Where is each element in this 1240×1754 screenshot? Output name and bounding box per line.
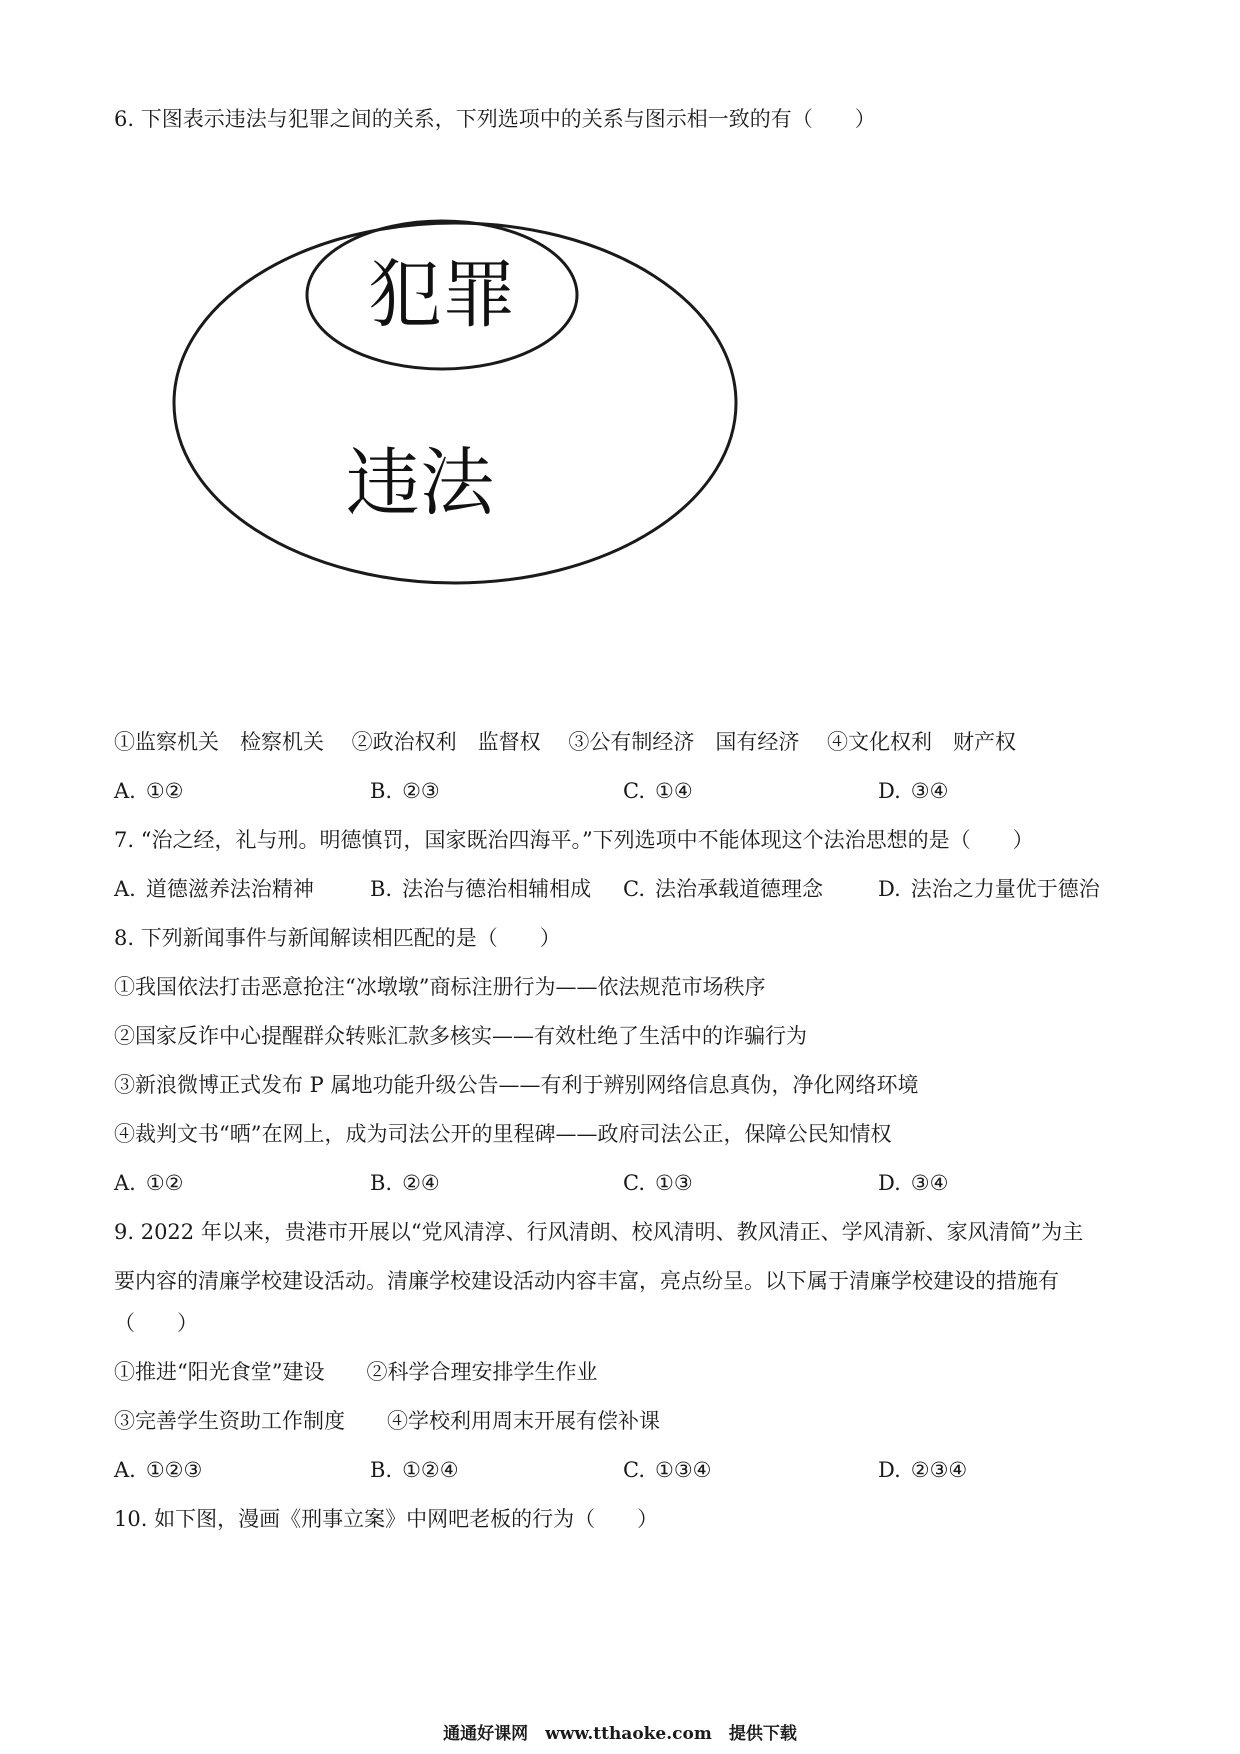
q8-item-3: ③新浪微博正式发布 P 属地功能升级公告——有利于辨别网络信息真伪，净化网络环境 [114, 1073, 919, 1097]
q9-stem-line-3: （ ） [114, 1311, 198, 1335]
q9-options [114, 1455, 1124, 1485]
venn-diagram [170, 218, 740, 598]
q9-stem-line-1: 9. 2022 年以来，贵港市开展以“党风清淳、行风清朗、校风清明、教风清正、学风清新、家风清简”为主 [114, 1220, 1084, 1244]
q6-options [114, 776, 1124, 806]
q9-option-a[interactable]: A. ①②③ [114, 1458, 203, 1482]
q8-option-a[interactable]: A. ①② [114, 1171, 184, 1195]
q9-option-d[interactable]: D. ②③④ [878, 1458, 968, 1482]
q7-options [114, 874, 1124, 904]
q9-stem-line-2: 要内容的清廉学校建设活动。清廉学校建设活动内容丰富，亮点纷呈。以下属于清廉学校建设的措施有 [114, 1269, 1059, 1293]
q7-option-b[interactable]: B. 法治与德治相辅相成 [370, 877, 592, 901]
q6-option-d[interactable]: D. ③④ [878, 779, 949, 803]
q6-option-b[interactable]: B. ②③ [370, 779, 440, 803]
q6-items: ①监察机关 检察机关 ②政治权利 监督权 ③公有制经济 国有经济 ④文化权利 财产权 [114, 730, 1017, 754]
q8-option-d[interactable]: D. ③④ [878, 1171, 949, 1195]
q8-stem: 8. 下列新闻事件与新闻解读相匹配的是（ ） [114, 926, 561, 950]
q6-option-c[interactable]: C. ①④ [623, 779, 693, 803]
q8-item-1: ①我国依法打击恶意抢注“冰墩墩”商标注册行为——依法规范市场秩序 [114, 975, 766, 999]
page-footer: 通通好课网 www.tthaoke.com 提供下载 [443, 1724, 797, 1744]
inner-label-crime: 犯罪 [368, 252, 516, 338]
q8-option-c[interactable]: C. ①③ [623, 1171, 693, 1195]
q7-stem: 7. “治之经，礼与刑。明德慎罚，国家既治四海平。”下列选项中不能体现这个法治思想的是（ ） [114, 828, 1034, 852]
q8-item-4: ④裁判文书“晒”在网上，成为司法公开的里程碑——政府司法公正，保障公民知情权 [114, 1122, 892, 1146]
outer-label-violation: 违法 [346, 440, 494, 526]
q9-option-b[interactable]: B. ①②④ [370, 1458, 459, 1482]
venn-diagram-svg [170, 218, 740, 598]
q9-item-row-2: ③完善学生资助工作制度 ④学校利用周末开展有偿补课 [114, 1409, 660, 1433]
q7-option-d[interactable]: D. 法治之力量优于德治 [878, 877, 1100, 901]
q8-options [114, 1168, 1124, 1198]
q9-option-c[interactable]: C. ①③④ [623, 1458, 712, 1482]
q7-option-c[interactable]: C. 法治承载道德理念 [623, 877, 823, 901]
q6-option-a[interactable]: A. ①② [114, 779, 184, 803]
q6-stem: 6. 下图表示违法与犯罪之间的关系，下列选项中的关系与图示相一致的有（ ） [114, 107, 876, 131]
q10-stem: 10. 如下图，漫画《刑事立案》中网吧老板的行为（ ） [114, 1507, 659, 1531]
q9-item-row-1: ①推进“阳光食堂”建设 ②科学合理安排学生作业 [114, 1360, 598, 1384]
q7-option-a[interactable]: A. 道德滋养法治精神 [114, 877, 314, 901]
q8-option-b[interactable]: B. ②④ [370, 1171, 440, 1195]
q8-item-2: ②国家反诈中心提醒群众转账汇款多核实——有效杜绝了生活中的诈骗行为 [114, 1024, 807, 1048]
